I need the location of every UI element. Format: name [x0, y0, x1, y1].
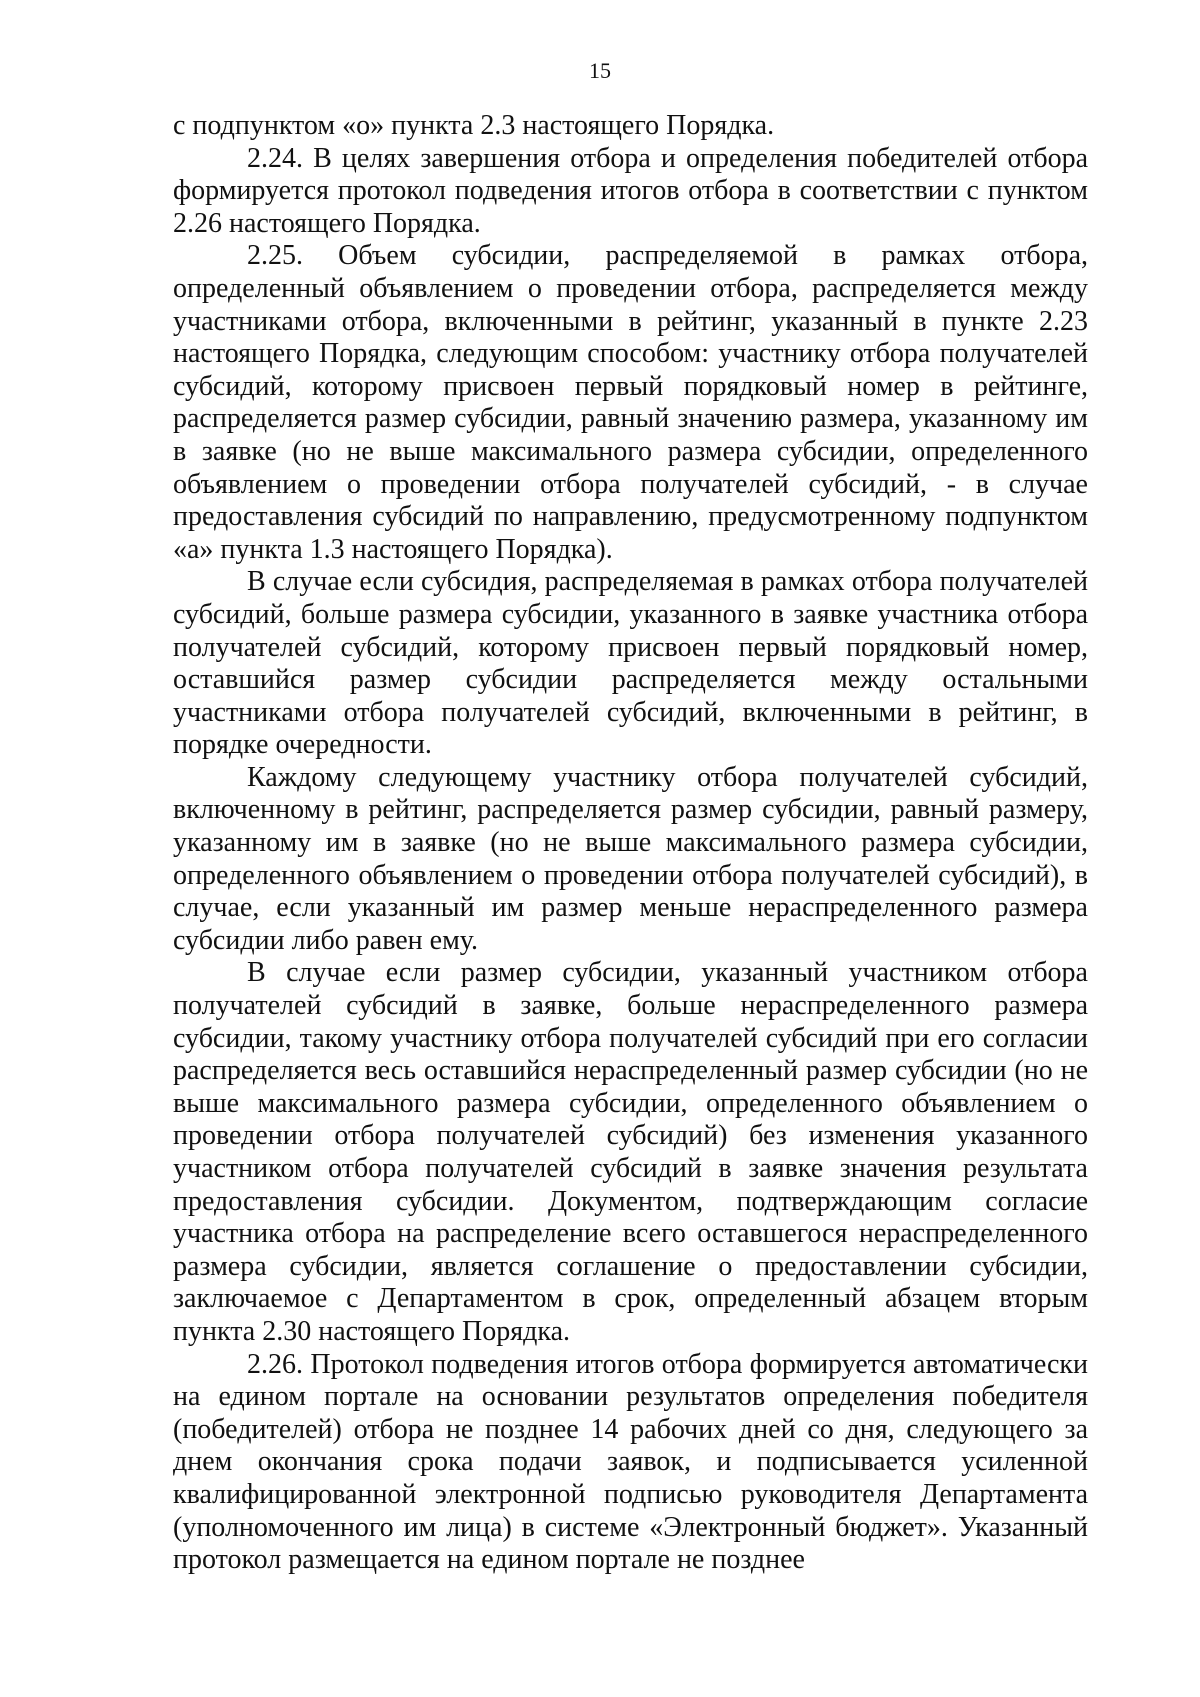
- paragraph-continuation: с подпунктом «о» пункта 2.3 настоящего Порядка.: [173, 110, 775, 141]
- paragraph-2-25: 2.25. Объем субсидии, распределяемой в рамках отбора, определенный объявлением о проведении отбора, распределяется между участниками отбора, включенными в рейтинг, указанный в пункте 2.23 настоящего Порядка, следующим способом: участнику отбора получателей субсидий, которому присвоен первый порядковый номер в рейтинге, распределяется размер субсидии, равный значению размера, указанному им в заявке (но не выше максимального размера субсидии, определенного объявлением о проведении отбора получателей субсидий, - в случае предоставления субсидий по направлению, предусмотренному подпунктом «а» пункта 1.3 настоящего Порядка).: [173, 240, 1088, 565]
- paragraph-remaining-subsidy: В случае если субсидия, распределяемая в рамках отбора получателей субсидий, больше размера субсидии, указанного в заявке участника отбора получателей субсидий, которому присвоен первый порядковый номер, оставшийся размер субсидии распределяется между остальными участниками отбора получателей субсидий, включенными в рейтинг, в порядке очередности.: [173, 566, 1088, 761]
- paragraph-2-24: 2.24. В целях завершения отбора и определения победителей отбора формируется протокол подведения итогов отбора в соответствии с пунктом 2.26 настоящего Порядка.: [173, 142, 1088, 239]
- paragraph-next-participant: Каждому следующему участнику отбора получателей субсидий, включенному в рейтинг, распределяется размер субсидии, равный размеру, указанному им в заявке (но не выше максимального размера субсидии, определенного объявлением о проведении отбора получателей субсидий), в случае, если указанный им размер меньше нераспределенного размера субсидии либо равен ему.: [173, 761, 1088, 956]
- paragraph-2-26: 2.26. Протокол подведения итогов отбора формируется автоматически на едином портале на основании результатов определения победителя (победителей) отбора не позднее 14 рабочих дней со дня, следующего за днем окончания срока подачи заявок, и подписывается усиленной квалифицированной электронной подписью руководителя Департамента (уполномоченного им лица) в системе «Электронный бюджет». Указанный протокол размещается на едином портале не позднее: [173, 1348, 1088, 1576]
- page-number: 15: [589, 58, 611, 83]
- document-body: [173, 110, 1088, 1577]
- paragraph-unallocated-amount: В случае если размер субсидии, указанный участником отбора получателей субсидий в заявке, больше нераспределенного размера субсидии, такому участнику отбора получателей субсидий при его согласии распределяется весь оставшийся нераспределенный размер субсидии (но не выше максимального размера субсидии, определенного объявлением о проведении отбора получателей субсидий) без изменения указанного участником отбора получателей субсидий в заявке значения результата предоставления субсидии. Документом, подтверждающим согласие участника отбора на распределение всего оставшегося нераспределенного размера субсидии, является соглашение о предоставлении субсидии, заключаемое с Департаментом в срок, определенный абзацем вторым пункта 2.30 настоящего Порядка.: [173, 957, 1088, 1347]
